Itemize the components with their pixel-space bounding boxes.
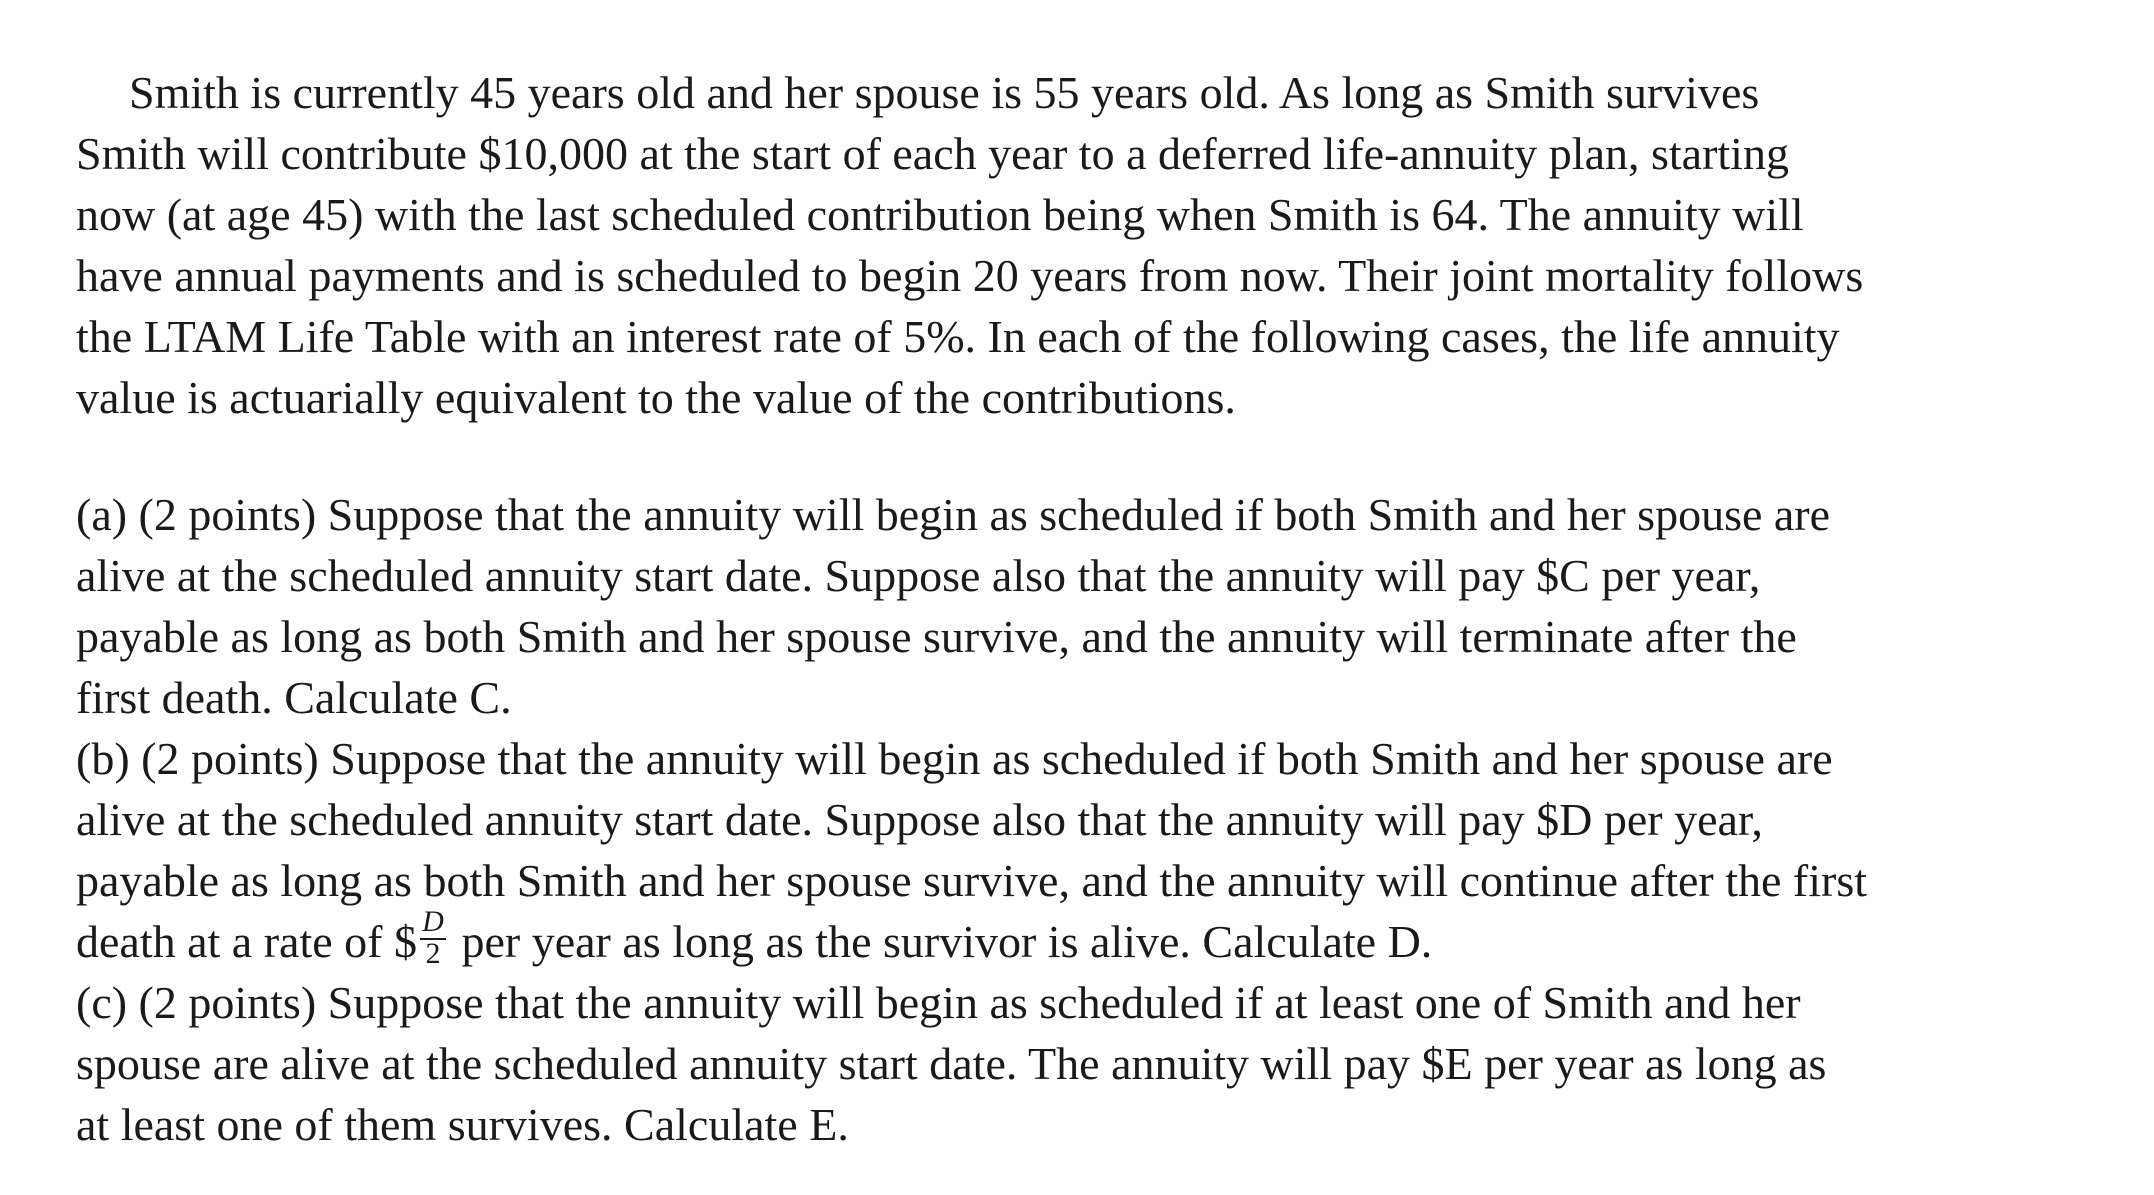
fraction-numerator: D <box>422 905 444 938</box>
part-a-line-4: first death. Calculate C. <box>76 672 512 723</box>
part-b-line-3: payable as long as both Smith and her spouse survive, and the annuity will continue after the first <box>76 855 1868 906</box>
intro-line-2: Smith will contribute $10,000 at the start of each year to a deferred life-annuity plan, starting <box>76 128 1789 179</box>
part-c-line-3: at least one of them survives. Calculate E. <box>76 1099 849 1150</box>
intro-line-5: the LTAM Life Table with an interest rate of 5%. In each of the following cases, the life annuity <box>76 311 1840 362</box>
fraction-denominator: 2 <box>425 937 441 970</box>
intro-line-3: now (at age 45) with the last scheduled contribution being when Smith is 64. The annuity will <box>76 189 1804 240</box>
intro-line-6: value is actuarially equivalent to the value of the contributions. <box>76 372 1236 423</box>
part-b-line-4-before: death at a rate of $ <box>76 916 417 967</box>
part-a-line-3: payable as long as both Smith and her spouse survive, and the annuity will terminate after the <box>76 611 1797 662</box>
problem-text <box>76 62 2106 1155</box>
d-over-2-fraction <box>418 905 448 970</box>
part-a-line-1: (a) (2 points) Suppose that the annuity will begin as scheduled if both Smith and her spouse are <box>76 489 1831 540</box>
intro-line-1: Smith is currently 45 years old and her spouse is 55 years old. As long as Smith survives <box>129 67 1760 118</box>
part-a <box>76 484 2106 728</box>
part-b-line-4 <box>76 905 2106 972</box>
part-c <box>76 972 2106 1155</box>
part-c-line-2: spouse are alive at the scheduled annuity start date. The annuity will pay $E per year as long as <box>76 1038 1827 1089</box>
paragraph-gap <box>76 428 2106 484</box>
part-a-line-2: alive at the scheduled annuity start date. Suppose also that the annuity will pay $C per year, <box>76 550 1761 601</box>
part-c-line-1: (c) (2 points) Suppose that the annuity will begin as scheduled if at least one of Smith and her <box>76 977 1801 1028</box>
part-b <box>76 728 2106 972</box>
intro-paragraph <box>76 62 2106 428</box>
part-b-line-2: alive at the scheduled annuity start date. Suppose also that the annuity will pay $D per year, <box>76 794 1763 845</box>
part-b-line-1: (b) (2 points) Suppose that the annuity will begin as scheduled if both Smith and her spouse are <box>76 733 1833 784</box>
intro-line-4: have annual payments and is scheduled to begin 20 years from now. Their joint mortality follows <box>76 250 1864 301</box>
part-b-line-4-after: per year as long as the survivor is alive. Calculate D. <box>449 916 1433 967</box>
